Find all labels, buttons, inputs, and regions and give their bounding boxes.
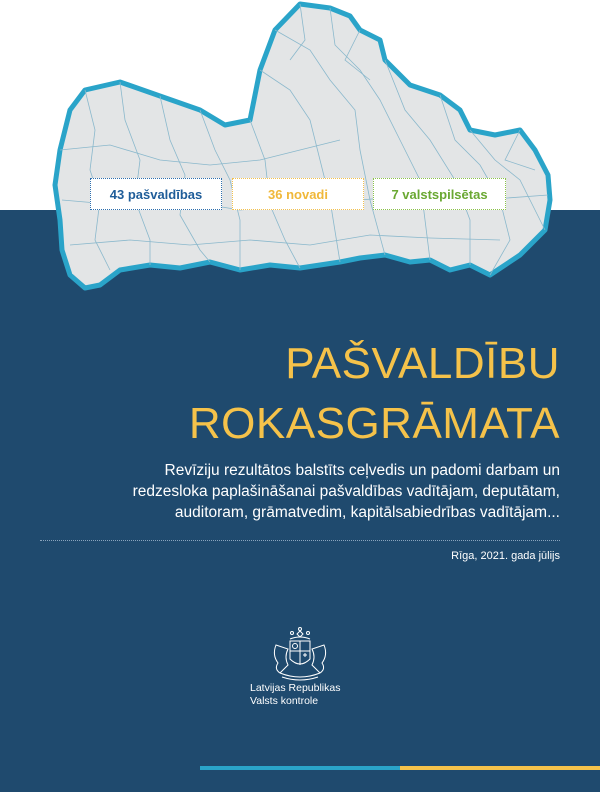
state-cities-count-badge: 7 valstspilsētas (373, 178, 506, 210)
subtitle (40, 460, 560, 523)
municipalities-count-badge: 43 pašvaldības (90, 178, 222, 210)
title-line-2: ROKASGRĀMATA (188, 399, 560, 448)
subtitle-line-2: redzesloka paplašināšanai pašvaldības vadītājam, deputātam, (132, 483, 560, 500)
bottom-stripe-dark (0, 766, 200, 770)
organization-name-line-1: Latvijas Republikas (250, 682, 341, 694)
bottom-bar (0, 766, 600, 792)
dotted-divider (40, 540, 560, 541)
subtitle-line-1: Revīziju rezultātos balstīts ceļvedis un padomi darbam un (164, 462, 560, 479)
bottom-stripe-blue (200, 766, 400, 770)
bottom-stripe-yellow (400, 766, 600, 770)
coat-of-arms-icon (262, 625, 338, 687)
organization-name-line-2: Valsts kontrole (250, 695, 319, 707)
latvia-map (0, 0, 600, 300)
organization-name (250, 682, 360, 708)
place-and-date: Rīga, 2021. gada jūlijs (451, 550, 560, 562)
latvia-map-outline (55, 4, 550, 288)
subtitle-line-3: auditoram, grāmatvedim, kapitālsabiedrības vadītājam... (174, 504, 560, 521)
districts-count-badge: 36 novadi (232, 178, 364, 210)
title-line-1: PAŠVALDĪBU (285, 339, 560, 388)
